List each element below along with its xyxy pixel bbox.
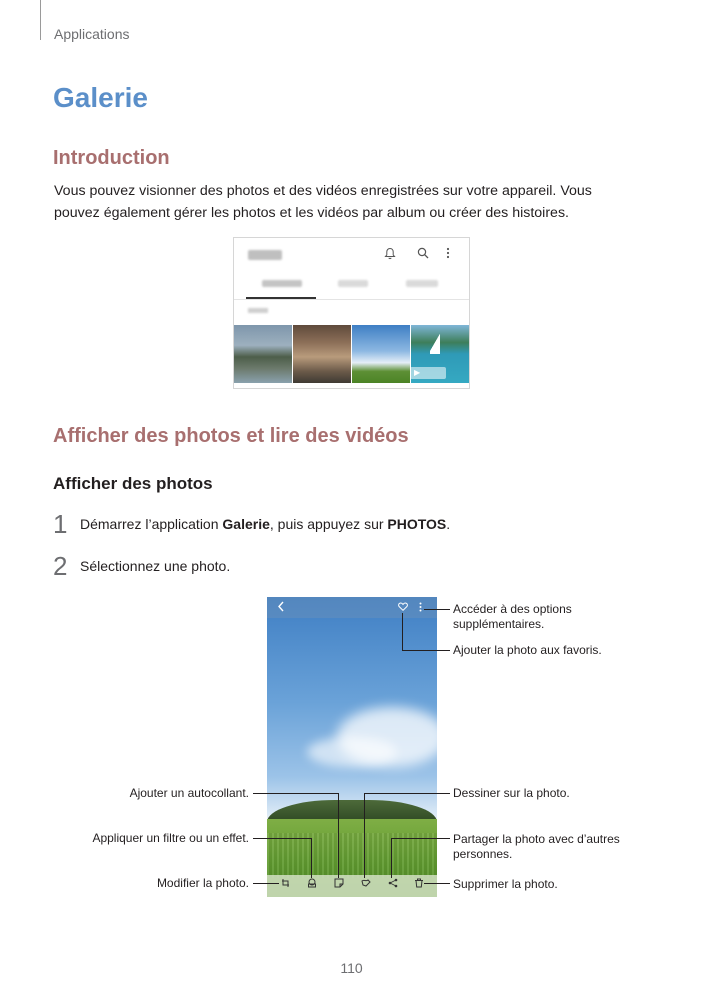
page-number: 110	[340, 960, 363, 976]
more-icon	[446, 247, 450, 262]
thumbnail-sky-field	[352, 325, 410, 383]
step-2-text: Sélectionnez une photo.	[80, 558, 231, 574]
sailboat-sail	[430, 334, 440, 354]
draw-icon	[361, 878, 372, 891]
leader-line	[424, 883, 450, 884]
more-options-icon	[419, 602, 422, 615]
view-section-heading: Afficher des photos et lire des vidéos	[53, 425, 409, 447]
leader-line	[338, 793, 339, 878]
thumbnail-houses	[293, 325, 351, 383]
callout-filter: Appliquer un filtre ou un effet.	[92, 831, 249, 845]
edit-icon	[281, 878, 291, 891]
heart-icon	[398, 602, 408, 614]
callout-more-options: Accéder à des options supplémentaires.	[453, 602, 572, 631]
leader-line	[364, 793, 365, 878]
leader-line	[253, 793, 339, 794]
step-1-text: Démarrez l’application Galerie, puis appuyez sur PHOTOS.	[80, 516, 451, 532]
viewer-top-bar	[267, 597, 437, 618]
section-label: Applications	[54, 26, 130, 42]
viewer-bottom-bar	[267, 875, 437, 897]
callout-delete: Supprimer la photo.	[453, 877, 558, 891]
gallery-title-blur	[248, 250, 282, 260]
tab-photos-blur	[262, 280, 302, 287]
leader-line	[311, 838, 312, 878]
back-icon	[277, 601, 285, 615]
tab-divider	[234, 299, 469, 300]
photo-viewer-screenshot	[267, 597, 437, 897]
delete-icon	[414, 878, 424, 891]
grass-texture	[267, 833, 437, 878]
leader-line	[424, 609, 450, 610]
tab-albums-blur	[338, 280, 368, 287]
callout-draw: Dessiner sur la photo.	[453, 786, 570, 800]
header-rule	[40, 0, 41, 40]
filter-icon	[307, 878, 317, 891]
callout-favorite: Ajouter la photo aux favoris.	[453, 643, 602, 657]
callout-sticker: Ajouter un autocollant.	[129, 786, 249, 800]
search-icon	[417, 247, 429, 262]
leader-line	[391, 838, 450, 839]
bell-icon	[384, 247, 396, 263]
step-2-number: 2	[53, 551, 68, 581]
leader-line	[402, 613, 403, 651]
sticker-icon	[334, 878, 344, 891]
view-subheading: Afficher des photos	[53, 474, 213, 493]
thumbnail-lake-village	[234, 325, 292, 383]
intro-heading: Introduction	[53, 147, 170, 169]
gallery-screenshot	[233, 237, 470, 389]
leader-line	[253, 883, 279, 884]
date-label-blur	[248, 308, 268, 313]
page-title: Galerie	[53, 82, 148, 113]
cloud	[307, 737, 397, 767]
video-play-badge: ▶	[410, 367, 446, 379]
intro-paragraph: Vous pouvez visionner des photos et des vidéos enregistrées sur votre appareil. Vous pouvez également gérer les photos et les vidéos par album ou créer des histoires.	[54, 183, 592, 221]
leader-line	[364, 793, 450, 794]
leader-line	[391, 838, 392, 878]
leader-line	[253, 838, 312, 839]
tab-underline	[246, 297, 316, 299]
callout-share: Partager la photo avec d’autres personnes.	[453, 832, 620, 861]
callout-edit: Modifier la photo.	[156, 876, 249, 890]
share-icon	[388, 878, 398, 891]
leader-line	[402, 650, 450, 651]
step-1-number: 1	[53, 509, 68, 539]
tab-stories-blur	[406, 280, 438, 287]
